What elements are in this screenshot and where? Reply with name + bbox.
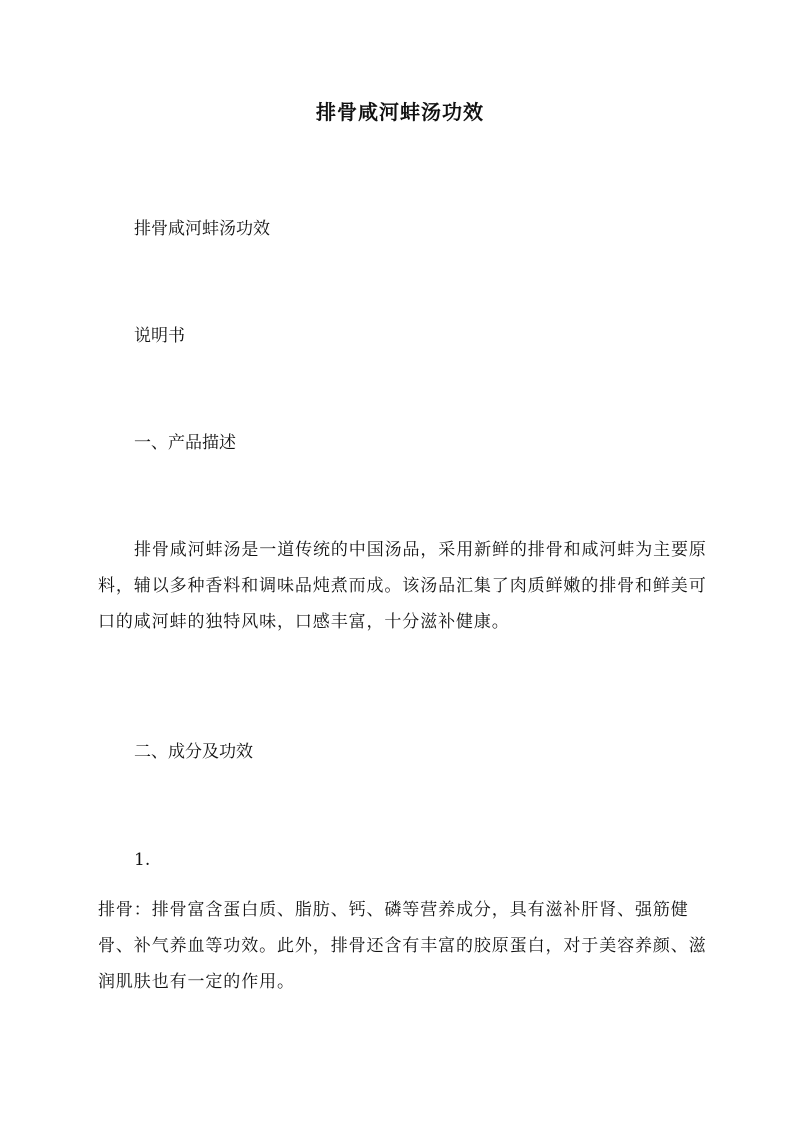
manual-label: 说明书 <box>134 326 185 346</box>
section-description-body: 排骨咸河蚌汤是一道传统的中国汤品，采用新鲜的排骨和咸河蚌为主要原料，辅以多种香料和调味品炖煮而成。该汤品汇集了肉质鲜嫩的排骨和鲜美可口的咸河蚌的独特风味，口感丰富，十分滋补健康。 <box>98 540 707 632</box>
document-title: 排骨咸河蚌汤功效 <box>316 100 484 124</box>
list-item-body: 排骨：排骨富含蛋白质、脂肪、钙、磷等营养成分，具有滋补肝肾、强筋健骨、补气养血等功效。此外，排骨还含有丰富的胶原蛋白，对于美容养颜、滋润肌肤也有一定的作用。 <box>98 900 707 992</box>
section-heading-description: 一、产品描述 <box>134 433 236 453</box>
document-subtitle: 排骨咸河蚌汤功效 <box>134 219 270 239</box>
list-item-number: 1. <box>134 850 151 870</box>
section-heading-ingredients: 二、成分及功效 <box>134 742 253 762</box>
